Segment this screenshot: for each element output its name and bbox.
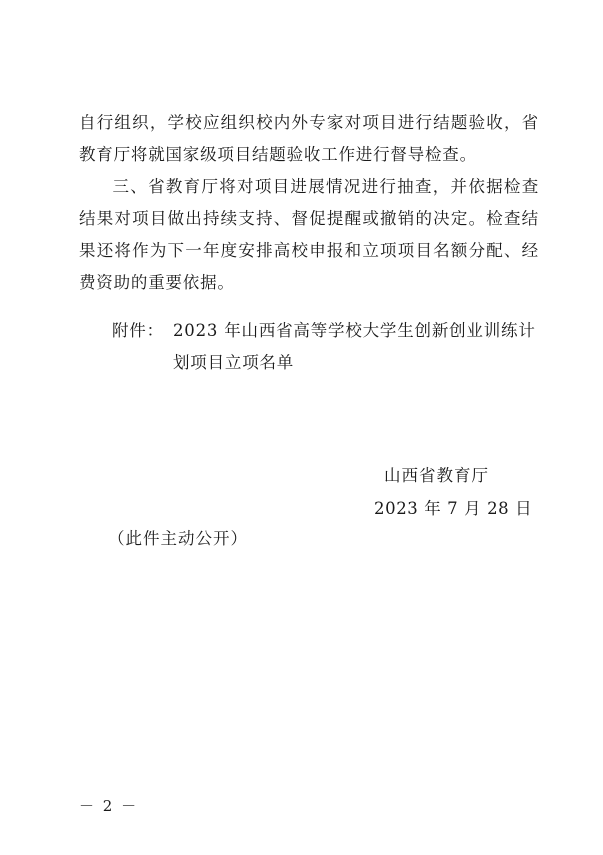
- publication-note: （此件主动公开）: [108, 529, 248, 548]
- body-paragraph-2-text: 三、省教育厅将对项目进展情况进行抽查，并依据检查结果对项目做出持续支持、督促提醒或撤销的决定。检查结果还将作为下一年度安排高校申报和立项项目名额分配、经费资助的重要依据。: [79, 177, 539, 292]
- attachment-label: 附件：: [112, 321, 164, 340]
- signature-organization: 山西省教育厅: [384, 466, 489, 485]
- body-paragraph-2: [79, 171, 539, 299]
- attachment-title: 2023 年山西省高等学校大学生创新创业训练计划项目立项名单: [173, 321, 536, 372]
- page-number: － 2 －: [79, 797, 139, 815]
- body-paragraph-1: 自行组织，学校应组织校内外专家对项目进行结题验收，省教育厅将就国家级项目结题验收工作进行督导检查。: [79, 113, 539, 164]
- signature-date: 2023 年 7 月 28 日: [374, 499, 533, 518]
